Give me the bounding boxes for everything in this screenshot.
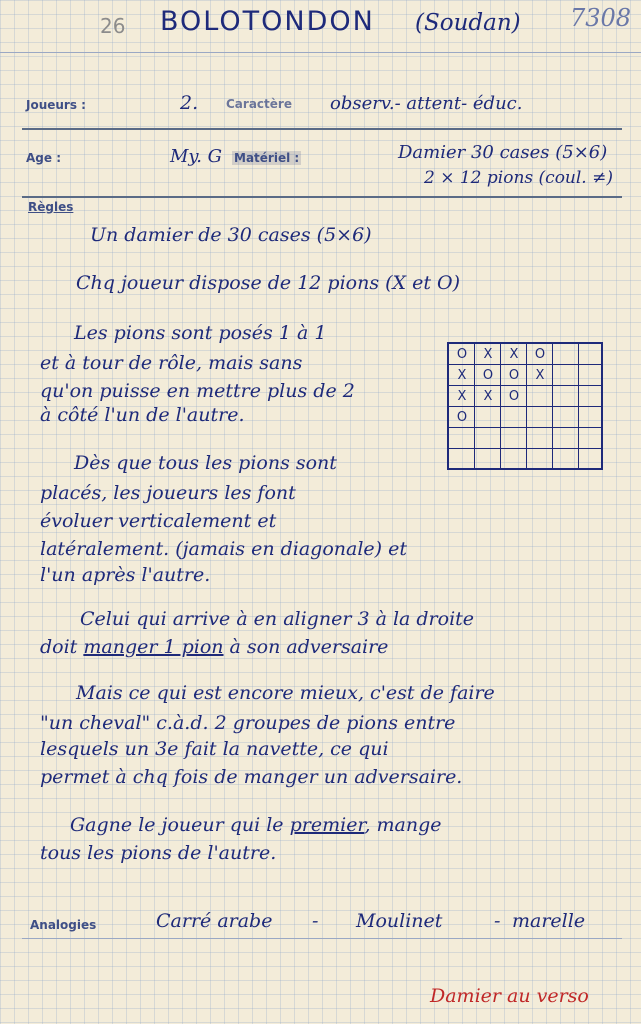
rules-p5-suffix: , mange [364,814,442,836]
rules-p1-line-3: qu'on puisse en mettre plus de 2 [40,380,355,402]
board-cell: O [456,410,468,425]
analogy-separator-2: - [494,910,501,932]
board-cell: X [483,347,493,362]
board-cell: O [508,368,520,383]
analogy-3: marelle [512,910,586,932]
board-cell: X [457,389,467,404]
rules-p1-line-4: à côté l'un de l'autre. [40,404,245,426]
rules-p3-line-2 [40,636,388,658]
footer-note: Damier au verso [430,985,589,1007]
analogy-separator-1: - [312,910,319,932]
rules-line-2: Chq joueur dispose de 12 pions (X et O) [76,272,461,294]
analogies-divider [22,938,622,939]
board-cell: O [482,368,494,383]
caractere-label: Caractère [226,97,292,111]
game-region: (Soudan) [415,10,521,36]
rules-p2-line-2: placés, les joueurs les font [40,482,296,504]
rules-p2-line-1: Dès que tous les pions sont [74,452,337,474]
rules-p2-line-5: l'un après l'autre. [40,564,211,586]
title-underline [0,52,641,53]
materiel-line-2: 2 × 12 pions (coul. ≠) [424,168,613,188]
analogy-2: Moulinet [356,910,443,932]
age-value: My. G [170,146,223,167]
board-cell: X [509,347,519,362]
rules-p4-line-3: lesquels un 3e fait la navette, ce qui [40,738,389,760]
board-cell: O [534,347,546,362]
rules-p3-underlined: manger 1 pion [83,636,224,658]
joueurs-label: Joueurs : [26,98,86,112]
joueurs-value: 2. [180,92,199,114]
game-title: BOLOTONDON [160,6,375,37]
rules-p3-line-1: Celui qui arrive à en aligner 3 à la droite [80,608,475,630]
rules-p5-line-2: tous les pions de l'autre. [40,842,277,864]
board-cell: O [508,389,520,404]
rules-p1-line-1: Les pions sont posés 1 à 1 [74,322,327,344]
rules-p4-line-1: Mais ce qui est encore mieux, c'est de faire [76,682,495,704]
board-diagram [447,342,603,470]
rules-p4-line-4: permet à chq fois de manger un adversaire. [40,766,463,788]
pencil-card-number: 26 [100,14,126,38]
analogies-label: Analogies [30,918,97,932]
catalog-number: 7308 [570,4,632,32]
board-cell: X [457,368,467,383]
board-cell: X [483,389,493,404]
rules-line-1: Un damier de 30 cases (5×6) [90,224,372,246]
analogy-1: Carré arabe [156,910,273,932]
board-hline [449,448,601,449]
divider-1 [22,128,622,130]
board-cell: O [456,347,468,362]
rules-p1-line-2: et à tour de rôle, mais sans [40,352,303,374]
regles-label: Règles [28,200,74,214]
materiel-line-1: Damier 30 cases (5×6) [398,142,608,163]
divider-2 [22,196,622,198]
rules-p2-line-4: latéralement. (jamais en diagonale) et [40,538,407,560]
materiel-label: Matériel : [234,151,300,165]
board-cell: X [535,368,545,383]
rules-p4-line-2: "un cheval" c.à.d. 2 groupes de pions entre [40,712,456,734]
rules-p5-underlined: premier [289,814,365,836]
caractere-value: observ.- attent- éduc. [330,93,523,114]
age-label: Age : [26,151,61,165]
rules-p3-prefix: doit [40,636,84,658]
rules-p5-prefix: Gagne le joueur qui le [70,814,290,836]
rules-p2-line-3: évoluer verticalement et [40,510,277,532]
rules-p5-line-1 [70,814,442,836]
rules-p3-suffix: à son adversaire [223,636,389,658]
